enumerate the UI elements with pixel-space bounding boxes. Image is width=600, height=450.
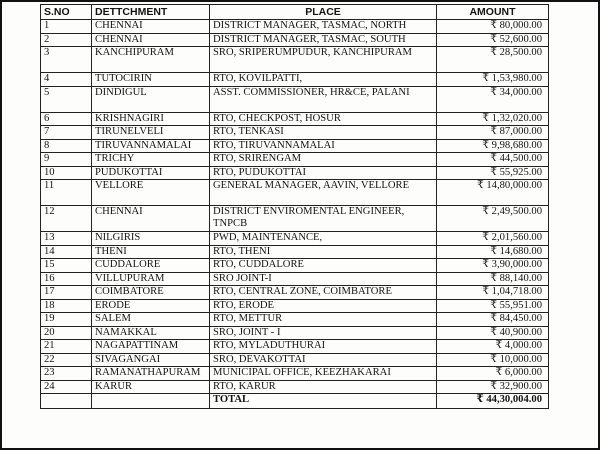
row-detachment: THENI (92, 245, 210, 259)
total-row (41, 394, 549, 409)
table-row (41, 286, 549, 300)
table-row (41, 180, 549, 206)
table-row (41, 47, 549, 73)
row-sno: 7 (41, 126, 92, 140)
table-row (41, 166, 549, 180)
row-detachment: DINDIGUL (92, 86, 210, 112)
table-row (41, 367, 549, 381)
row-place: RTO, PUDUKOTTAI (210, 166, 437, 180)
row-amount: ₹ 10,000.00 (437, 353, 549, 367)
header-amount: AMOUNT (437, 5, 549, 20)
row-sno: 24 (41, 380, 92, 394)
row-sno: 4 (41, 73, 92, 87)
row-place: RTO, TIRUVANNAMALAI (210, 139, 437, 153)
row-place: DISTRICT ENVIROMENTAL ENGINEER, TNPCB (210, 206, 437, 232)
row-sno: 3 (41, 47, 92, 73)
row-place: RTO, CUDDALORE (210, 259, 437, 273)
row-place: RTO, CHECKPOST, HOSUR (210, 112, 437, 126)
row-place: GENERAL MANAGER, AAVIN, VELLORE (210, 180, 437, 206)
row-sno: 16 (41, 272, 92, 286)
table-row (41, 353, 549, 367)
row-amount: ₹ 40,900.00 (437, 326, 549, 340)
row-place: ASST. COMMISSIONER, HR&CE, PALANI (210, 86, 437, 112)
row-place: RTO, THENI (210, 245, 437, 259)
row-detachment: NAGAPATTINAM (92, 340, 210, 354)
row-detachment: PUDUKOTTAI (92, 166, 210, 180)
row-detachment: KARUR (92, 380, 210, 394)
row-sno: 5 (41, 86, 92, 112)
table-row (41, 340, 549, 354)
row-detachment: NAMAKKAL (92, 326, 210, 340)
row-place: SRO, JOINT - I (210, 326, 437, 340)
row-place: RTO, CENTRAL ZONE, COIMBATORE (210, 286, 437, 300)
row-detachment: KRISHNAGIRI (92, 112, 210, 126)
row-amount: ₹ 4,000.00 (437, 340, 549, 354)
row-amount: ₹ 14,680.00 (437, 245, 549, 259)
row-amount: ₹ 2,01,560.00 (437, 232, 549, 246)
row-place: PWD, MAINTENANCE, (210, 232, 437, 246)
row-sno: 20 (41, 326, 92, 340)
row-place: RTO, KARUR (210, 380, 437, 394)
row-amount: ₹ 6,000.00 (437, 367, 549, 381)
table-row (41, 112, 549, 126)
row-detachment: CHENNAI (92, 206, 210, 232)
row-amount: ₹ 3,90,000.00 (437, 259, 549, 273)
row-detachment: VILLUPURAM (92, 272, 210, 286)
total-empty-sno (41, 394, 92, 409)
row-amount: ₹ 32,900.00 (437, 380, 549, 394)
row-detachment: CUDDALORE (92, 259, 210, 273)
row-place: SRO, DEVAKOTTAI (210, 353, 437, 367)
row-sno: 12 (41, 206, 92, 232)
row-detachment: SIVAGANGAI (92, 353, 210, 367)
row-detachment: NILGIRIS (92, 232, 210, 246)
row-place: RTO, SRIRENGAM (210, 153, 437, 167)
row-sno: 10 (41, 166, 92, 180)
row-amount: ₹ 9,98,680.00 (437, 139, 549, 153)
row-place: MUNICIPAL OFFICE, KEEZHAKARAI (210, 367, 437, 381)
table-row (41, 326, 549, 340)
row-amount: ₹ 1,32,020.00 (437, 112, 549, 126)
table-row (41, 33, 549, 47)
table-row (41, 380, 549, 394)
table-row (41, 86, 549, 112)
header-place: PLACE (210, 5, 437, 20)
table-body (41, 20, 549, 409)
row-place: RTO, MYLADUTHURAI (210, 340, 437, 354)
row-place: RTO, TENKASI (210, 126, 437, 140)
row-amount: ₹ 34,000.00 (437, 86, 549, 112)
detachment-amount-table (40, 4, 549, 409)
row-detachment: KANCHIPURAM (92, 47, 210, 73)
row-detachment: ERODE (92, 299, 210, 313)
total-empty-detachment (92, 394, 210, 409)
table-row (41, 232, 549, 246)
row-place: RTO, ERODE (210, 299, 437, 313)
table-row (41, 206, 549, 232)
row-sno: 6 (41, 112, 92, 126)
table-row (41, 139, 549, 153)
row-sno: 19 (41, 313, 92, 327)
row-amount: ₹ 44,500.00 (437, 153, 549, 167)
row-detachment: VELLORE (92, 180, 210, 206)
row-sno: 1 (41, 20, 92, 34)
table-row (41, 153, 549, 167)
row-amount: ₹ 55,951.00 (437, 299, 549, 313)
row-amount: ₹ 55,925.00 (437, 166, 549, 180)
row-detachment: CHENNAI (92, 33, 210, 47)
table-row (41, 259, 549, 273)
row-place: DISTRICT MANAGER, TASMAC, NORTH (210, 20, 437, 34)
row-sno: 2 (41, 33, 92, 47)
table-row (41, 245, 549, 259)
row-sno: 14 (41, 245, 92, 259)
table-row (41, 272, 549, 286)
row-detachment: CHENNAI (92, 20, 210, 34)
row-detachment: TIRUVANNAMALAI (92, 139, 210, 153)
header-row (41, 5, 549, 20)
row-amount: ₹ 87,000.00 (437, 126, 549, 140)
table-row (41, 299, 549, 313)
row-sno: 18 (41, 299, 92, 313)
table-row (41, 126, 549, 140)
row-amount: ₹ 84,450.00 (437, 313, 549, 327)
row-sno: 11 (41, 180, 92, 206)
row-detachment: COIMBATORE (92, 286, 210, 300)
header-detachment: DETTCHMENT (92, 5, 210, 20)
row-amount: ₹ 1,04,718.00 (437, 286, 549, 300)
table-header (41, 5, 549, 20)
row-place: SRO, SRIPERUMPUDUR, KANCHIPURAM (210, 47, 437, 73)
row-place: RTO, KOVILPATTI, (210, 73, 437, 87)
row-detachment: TIRUNELVELI (92, 126, 210, 140)
row-detachment: TUTOCIRIN (92, 73, 210, 87)
row-amount: ₹ 1,53,980.00 (437, 73, 549, 87)
row-sno: 13 (41, 232, 92, 246)
table-row (41, 20, 549, 34)
row-sno: 8 (41, 139, 92, 153)
row-place: RTO, METTUR (210, 313, 437, 327)
row-sno: 21 (41, 340, 92, 354)
row-sno: 17 (41, 286, 92, 300)
row-amount: ₹ 52,600.00 (437, 33, 549, 47)
total-label: TOTAL (210, 394, 437, 409)
row-place: SRO JOINT-I (210, 272, 437, 286)
row-amount: ₹ 80,000.00 (437, 20, 549, 34)
row-amount: ₹ 2,49,500.00 (437, 206, 549, 232)
row-amount: ₹ 14,80,000.00 (437, 180, 549, 206)
row-amount: ₹ 28,500.00 (437, 47, 549, 73)
row-sno: 9 (41, 153, 92, 167)
row-sno: 23 (41, 367, 92, 381)
row-detachment: RAMANATHAPURAM (92, 367, 210, 381)
row-sno: 22 (41, 353, 92, 367)
total-amount: ₹ 44,30,004.00 (437, 394, 549, 409)
table-row (41, 313, 549, 327)
row-sno: 15 (41, 259, 92, 273)
row-amount: ₹ 88,140.00 (437, 272, 549, 286)
row-detachment: TRICHY (92, 153, 210, 167)
row-place: DISTRICT MANAGER, TASMAC, SOUTH (210, 33, 437, 47)
table-row (41, 73, 549, 87)
row-detachment: SALEM (92, 313, 210, 327)
header-sno: S.NO (41, 5, 92, 20)
